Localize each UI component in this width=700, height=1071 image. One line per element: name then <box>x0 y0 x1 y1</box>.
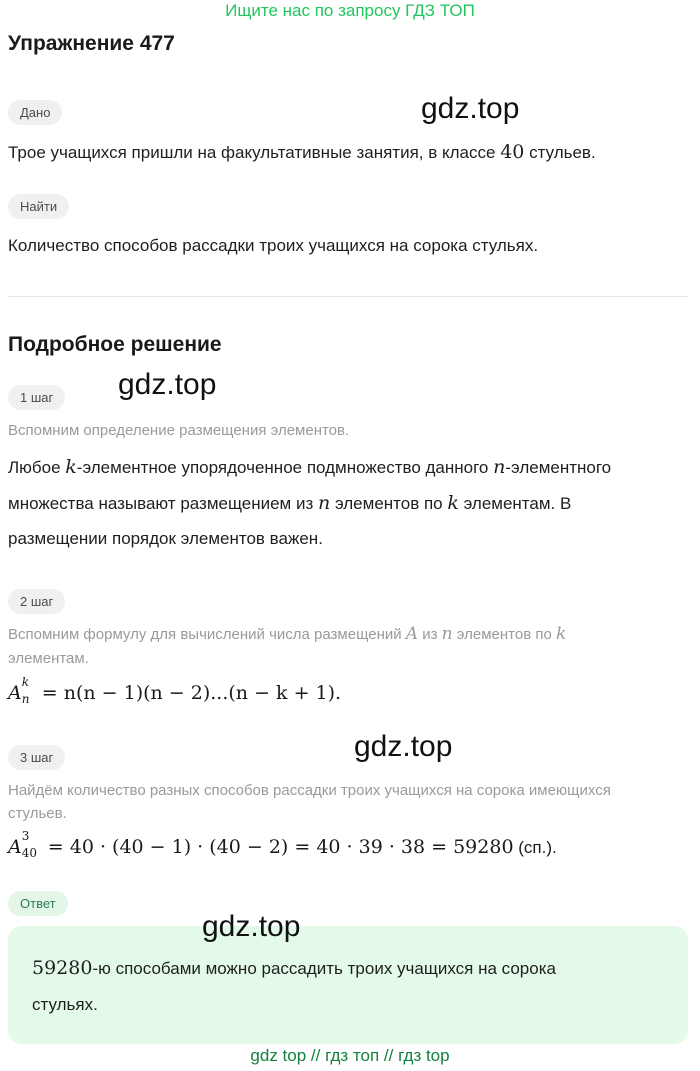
formula-rest: = n(n − 1)(n − 2)...(n − k + 1). <box>35 682 342 704</box>
formula-A: A <box>8 836 22 858</box>
step1-l1-c: -элементного <box>505 458 612 477</box>
step1-l1-b: -элементное упорядоченное подмножество данного <box>76 458 494 477</box>
formula-sup: 3 <box>21 829 30 843</box>
given-pill <box>8 100 62 125</box>
step1-line2 <box>8 485 571 522</box>
step2-hint-line2: элементам. <box>8 650 89 667</box>
step3-hint-line2: стульев. <box>8 805 67 822</box>
step1-l2-c: элементам. В <box>458 494 572 513</box>
formula-unit: (сп.). <box>513 838 557 857</box>
step2-hint-a: Вспомним формулу для вычислений числа размещений <box>8 626 406 643</box>
step1-line3: размещении порядок элементов важен. <box>8 529 323 548</box>
var-k: k <box>447 492 459 514</box>
var-k: k <box>65 456 77 478</box>
find-pill <box>8 194 69 219</box>
step1-hint: Вспомним определение размещения элементов. <box>8 422 350 439</box>
var-A: A <box>405 624 419 644</box>
section-divider <box>8 296 688 297</box>
answer-label: Ответ <box>8 891 68 916</box>
formula-A: A <box>8 682 22 704</box>
step2-hint-c: элементов по <box>452 626 556 643</box>
watermark: gdz.top <box>202 910 301 943</box>
step3-hint-line1: Найдём количество разных способов рассадки троих учащихся на сорока имеющихся <box>8 782 611 799</box>
exercise-title: Упражнение 477 <box>8 32 175 55</box>
solution-title: Подробное решение <box>8 333 222 356</box>
find-label: Найти <box>8 194 69 219</box>
step2-hint-line1 <box>8 622 566 647</box>
watermark: gdz.top <box>354 730 453 763</box>
answer-number: 59280 <box>32 957 93 979</box>
step1-l2-a: множества называют размещением из <box>8 494 318 513</box>
answer-text <box>32 950 652 1023</box>
find-text: Количество способов рассадки троих учащихся на сорока стульях. <box>8 236 539 255</box>
formula-rest: = 40 · (40 − 1) · (40 − 2) = 40 · 39 · 38 = 59280 <box>41 836 514 858</box>
step1-label: 1 шаг <box>8 385 65 410</box>
formula-sup: k <box>21 675 30 689</box>
given-text-after: стульев. <box>524 143 596 162</box>
step2-label: 2 шаг <box>8 589 65 614</box>
given-label: Дано <box>8 100 62 125</box>
answer-line1: -ю способами можно рассадить троих учащихся на сорока <box>92 959 556 978</box>
given-number: 40 <box>500 141 525 163</box>
step2-hint-b: из <box>418 626 442 643</box>
step1-line1 <box>8 449 611 486</box>
step1-l2-b: элементов по <box>330 494 448 513</box>
formula-sub: 40 <box>21 846 38 860</box>
var-n: n <box>441 624 453 644</box>
var-n: n <box>317 492 331 514</box>
formula-arrangements <box>8 675 342 706</box>
footer-links[interactable]: gdz top // гдз топ // гдз top <box>250 1046 450 1065</box>
step3-pill <box>8 745 65 770</box>
answer-pill <box>8 891 68 916</box>
formula-sub: n <box>21 692 30 706</box>
given-text <box>8 134 596 171</box>
formula-result <box>8 829 557 860</box>
var-n: n <box>493 456 506 478</box>
answer-line2: стульях. <box>32 995 98 1014</box>
step2-pill <box>8 589 65 614</box>
step1-pill <box>8 385 65 410</box>
step1-l1-a: Любое <box>8 458 66 477</box>
top-banner: Ищите нас по запросу ГДЗ ТОП <box>225 1 475 20</box>
watermark: gdz.top <box>421 92 520 125</box>
watermark: gdz.top <box>118 368 217 401</box>
given-text-before: Трое учащихся пришли на факультативные занятия, в классе <box>8 143 501 162</box>
step3-label: 3 шаг <box>8 745 65 770</box>
var-k: k <box>555 624 567 644</box>
